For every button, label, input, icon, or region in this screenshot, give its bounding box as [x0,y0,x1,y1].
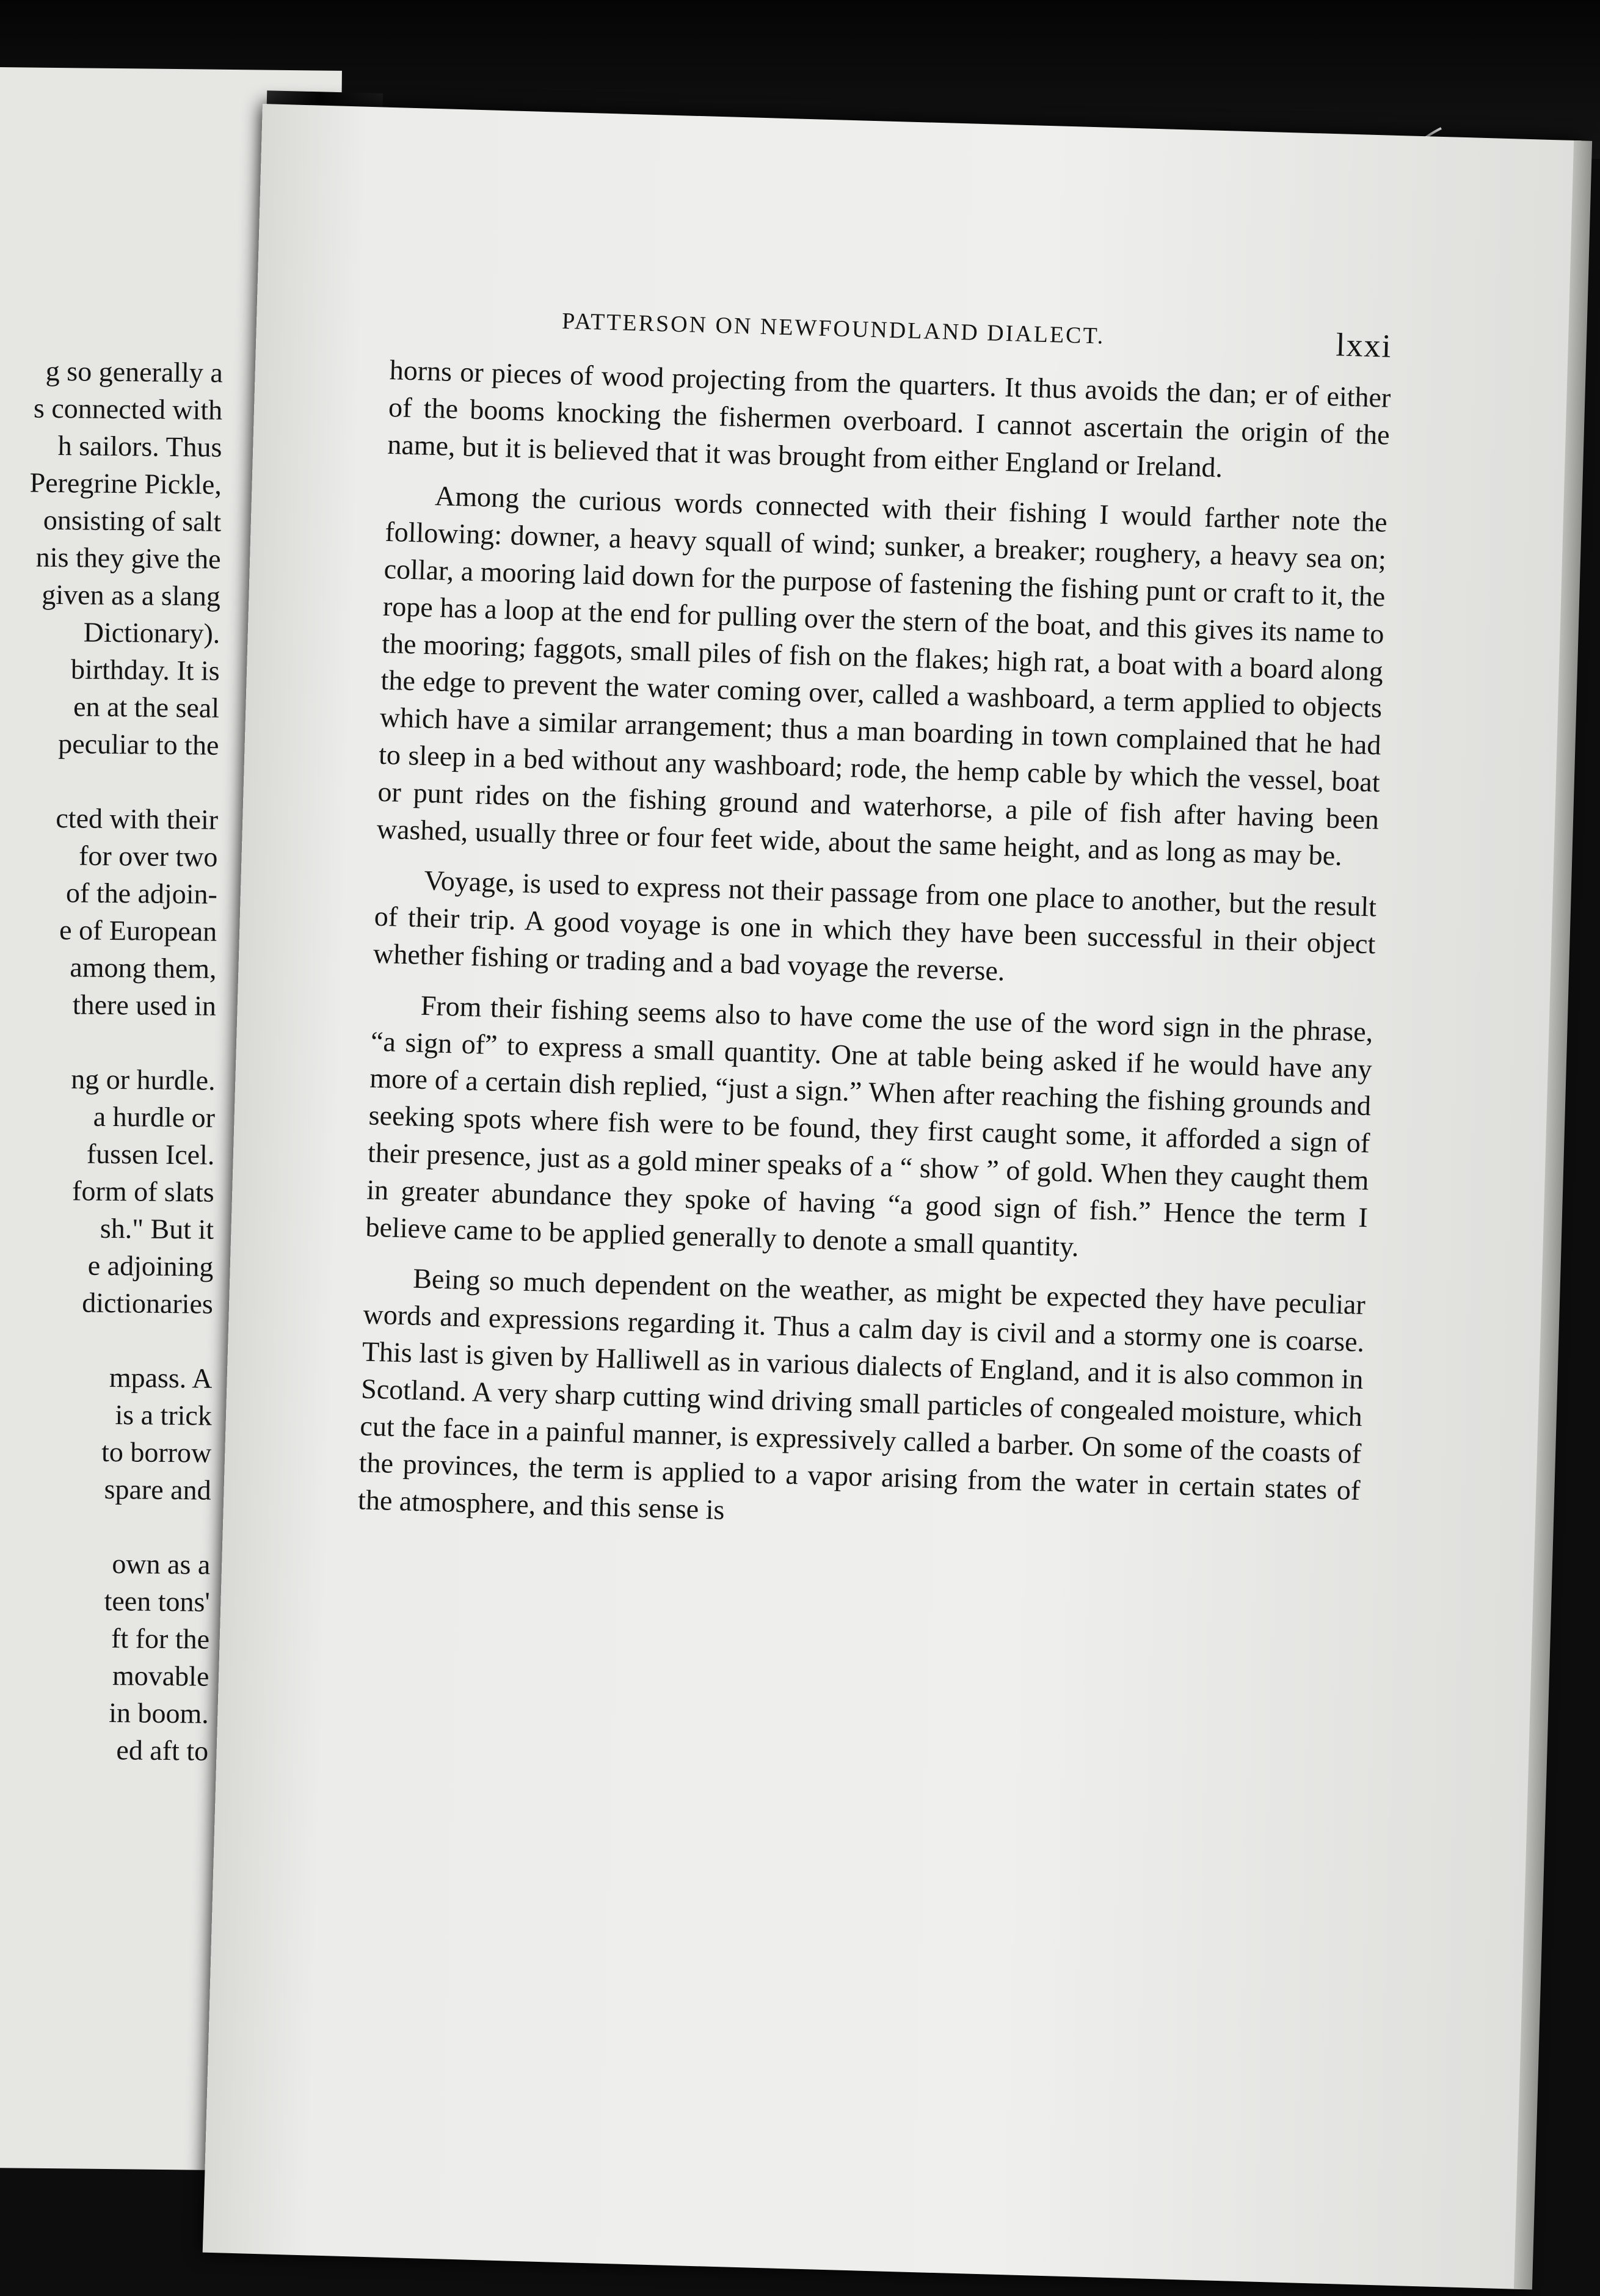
left-page-line: form of slats [71,1175,214,1208]
left-page-line: onsisting of salt [43,504,222,537]
left-page-line: Dictionary). [83,616,220,649]
left-page-line: s connected with [33,392,223,426]
left-page-line: movable [112,1660,209,1692]
left-page-line: in boom. [108,1697,209,1729]
left-page-line: own as a [112,1548,211,1580]
left-page-line: fussen Icel. [86,1138,215,1171]
left-page-line: of the adjoin- [65,877,218,910]
left-page-line: h sailors. Thus [57,430,222,463]
left-page-line: en at the seal [73,691,220,724]
left-page-line: to borrow [101,1436,212,1469]
running-title: PATTERSON ON NEWFOUNDLAND DIALECT. [561,308,1105,349]
left-page-line: birthday. It is [70,653,220,686]
left-page-line: nis they give the [35,541,221,575]
left-page-line: there used in [72,989,217,1022]
left-page-line: dictionaries [81,1287,214,1320]
left-page-line: is a trick [115,1399,213,1431]
left-page-line [0,1025,216,1027]
left-page-line [0,1323,213,1325]
left-page-line [0,764,219,766]
left-page-line: sh." But it [100,1212,214,1245]
left-page-line: ed aft to [116,1734,209,1767]
left-page-line: Peregrine Pickle, [29,467,222,500]
paragraph-5: Being so much dependent on the weather, as might be expected they have peculiar words and expressions regarding it. Thus a calm day is civil and a stormy one is coarse. This last is given by Halliwell as in various dialects of England, and it is also common in Scotland. A very sharp cutting wind driving small particles of congealed moisture, which cut the face in a painful manner, is expressively called a barber. On some of the coasts of the provinces, the term is applied to a vapor arising from the water in certain states of the atmosphere, and this sense is [357,1262,1366,1526]
left-page-line: teen tons' [104,1585,210,1618]
left-page-line: a hurdle or [93,1100,216,1133]
page-content [357,303,1393,1560]
paragraph-1: horns or pieces of wood projecting from the quarters. It thus avoids the dan; er of either of the booms knocking the fishermen overboard. I cannot ascertain the origin of the name, but it is believed that it was brought from either England or Ireland. [387,354,1391,483]
left-page-line: among them, [70,951,217,984]
left-page-line: peculiar to the [58,728,219,761]
left-page-line [0,1509,211,1511]
left-page-line: spare and [104,1473,211,1506]
left-page-line: e adjoining [87,1249,214,1282]
left-page-line: g so generally a [45,355,224,388]
left-page-line: e of European [59,914,217,947]
paragraph-4: From their fishing seems also to have come the use of the word sign in the phrase, “a sign of” to express a small quantity. One at table being asked if he would have any more of a certain dish replied, “just a sign.” When after reaching the fishing grounds and seeking spots where fish were to be found, they first caught some, it afforded a sign of their presence, just as a gold miner speaks of a “ show ” of gold. When they caught them in greater abundance they spoke of having “a good sign of fish.” Hence the term I believe came to be applied generally to denote a small quantity. [365,989,1373,1262]
left-page-line: cted with their [56,802,219,835]
left-page-line: for over two [78,840,218,873]
left-page-line: given as a slang [42,578,221,612]
right-page [203,104,1581,2289]
left-page-line: mpass. A [109,1361,213,1394]
page-edge-shadow [1514,140,1592,2289]
paragraph-2: Among the curious words connected with their fishing I would farther note the following: downer, a heavy squall of wind; sunker, a breaker; roughery, a heavy sea on; collar, a mooring laid down for the purpose of fastening the fishing punt or craft to it, the rope has a loop at the end for pulling over the stern of the boat, and this gives its name to the mooring; faggots, small piles of fish on the flakes; high rat, a boat with a board along the edge to prevent the water coming over, called a washboard, a term applied to objects which have a similar arrangement; thus a man boarding in town complained that he had to sleep in a bed without any washboard; rode, the hemp cable by which the vessel, boat or punt rides on the fishing ground and waterhorse, a pile of fish after having been washed, usually three or four feet wide, about the same height, and as long as may be. [376,480,1388,871]
left-page-line: ft for the [111,1622,210,1655]
page-number: lxxi [1335,326,1393,365]
paragraph-3: Voyage, is used to express not their passage from one place to another, but the result of their trip. A good voyage is one in which they have been successful in their object whether fishing or trading and a bad voyage the reverse. [373,865,1377,987]
left-page-line: ng or hurdle. [71,1063,216,1096]
